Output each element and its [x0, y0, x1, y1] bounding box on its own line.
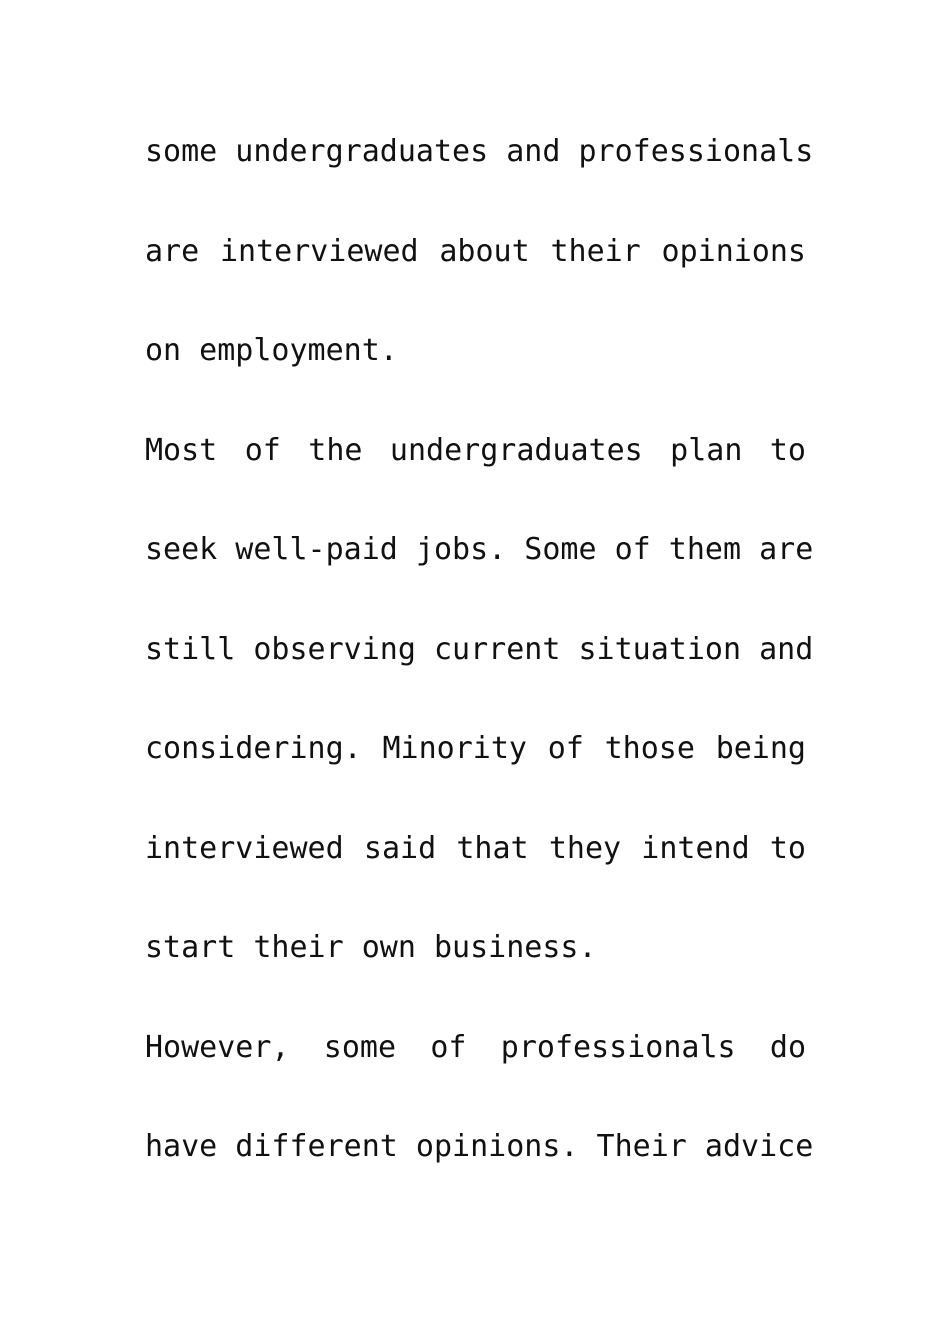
text-line: However, some of professionals do [145, 1029, 806, 1065]
text-line: have different opinions. Their advice [145, 1129, 814, 1164]
text-line: still observing current situation and [145, 631, 814, 667]
text-line: seek well-paid jobs. Some of them are [145, 532, 814, 567]
body-text [145, 122, 814, 1217]
paragraph-2 [145, 421, 814, 1018]
text-line: are interviewed about their opinions [145, 233, 806, 269]
text-line: interviewed said that they intend to [145, 830, 806, 866]
text-line: Most of the undergraduates plan to [145, 432, 806, 468]
text-line: considering. Minority of those being [145, 731, 806, 766]
paragraph-3 [145, 1018, 814, 1217]
text-line: some undergraduates and professionals [145, 134, 814, 169]
text-line: start their own business. [145, 930, 597, 965]
text-line: on employment. [145, 333, 398, 368]
paragraph-1 [145, 122, 814, 421]
